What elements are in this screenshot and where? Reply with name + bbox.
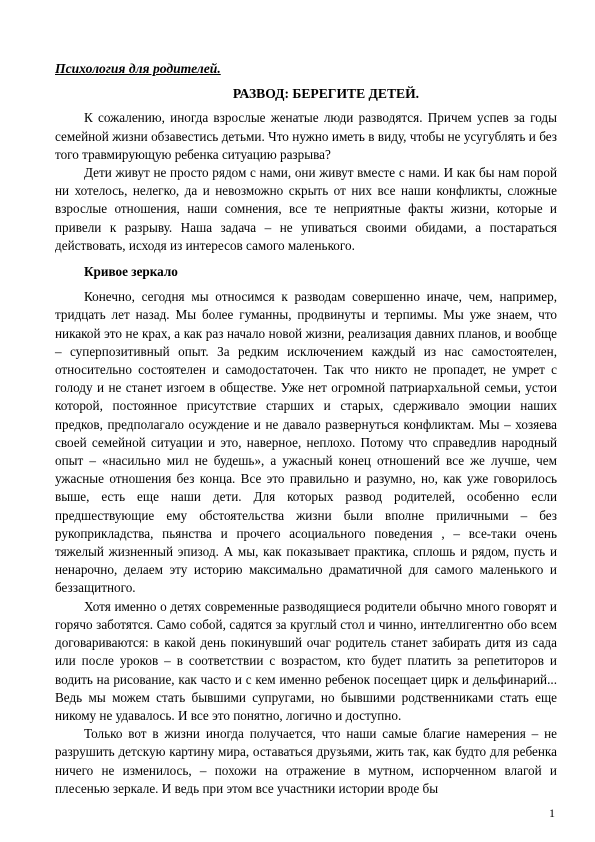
section-label: Психология для родителей.: [55, 61, 221, 76]
document-body: [55, 60, 557, 798]
paragraph-intro-2: Дети живут не просто рядом с нами, они живут вместе с нами. И как бы нам порой ни хотелось, нелегко, да и невозможно скрыть от них все наши конфликты, сложные взрослые отношения, наши сомнения, все те неприятные факты жизни, которые и привели к разрыву. Наша задача – не упиваться своими обидами, а постараться действовать, исходя из интересов самого маленького.: [55, 165, 557, 253]
paragraph-body-3: Только вот в жизни иногда получается, что наши самые благие намерения – не разрушить детскую картину мира, оставаться друзьями, жить так, как будто для ребенка ничего не изменилось, – похожи на отражение в мутном, испорченном влагой и плесенью зеркале. И ведь при этом все участники истории вроде бы: [55, 726, 557, 796]
paragraph-intro-1: К сожалению, иногда взрослые женатые люди разводятся. Причем успев за годы семейной жизни обзавестись детьми. Что нужно иметь в виду, чтобы не усугублять и без того травмирующую ребенка ситуацию разрыва?: [55, 110, 557, 162]
paragraph-body-1: Конечно, сегодня мы относимся к разводам совершенно иначе, чем, например, тридцать лет назад. Мы более гуманны, продвинуты и терпимы. Мы уже знаем, что никакой это не крах, а как раз начало новой жизни, реализация давних планов, и вообще – суперпозитивный опыт. За редким исключением каждый из нас самостоятелен, относительно состоятелен и самодостаточен. Так что никто не пропадет, не умрет с голоду и не станет изгоем в обществе. Уже нет огромной патриархальной семьи, устои которой, постоянное присутствие старших и старых, сдерживало эмоции наших предков, предполагало осуждение и не давало развернуться конфликтам. Мы – хозяева своей семейной ситуации и это, наверное, неплохо. Потому что справедлив народный опыт – «насильно мил не будешь», а ужасный конец отношений все же лучше, чем ужасные отношения без конца. Все это правильно и разумно, но, как уже говорилось выше, есть еще наши дети. Для которых развод родителей, особенно если предшествующие ему обстоятельства жизни были вполне приличными – без рукоприкладства, пьянства и прочего асоциального поведения , – все-таки очень тяжелый жизненный эпизод. А мы, как показывает практика, сплошь и рядом, пусть и ненарочно, делаем эту историю максимально драматичной для самого маленького и беззащитного.: [55, 289, 557, 596]
article-title: РАЗВОД: БЕРЕГИТЕ ДЕТЕЙ.: [232, 86, 420, 102]
subheading: Кривое зеркало: [84, 264, 178, 280]
page-number: 1: [549, 806, 555, 820]
paragraph-body-2: Хотя именно о детях современные разводящиеся родители обычно много говорят и горячо заботятся. Само собой, садятся за круглый стол и чинно, интеллигентно обо всем договариваются: в какой день покинувший очаг родитель станет забирать дитя из сада или после уроков – в соответствии с возрастом, кто будет платить за репетиторов и водить на рисование, как часто и с кем именно ребенок посещает цирк и дельфинарий... Ведь мы можем стать бывшими супругами, но бывшими родственниками стать еще никому не удавалось. И все это понятно, логично и доступно.: [55, 598, 557, 723]
